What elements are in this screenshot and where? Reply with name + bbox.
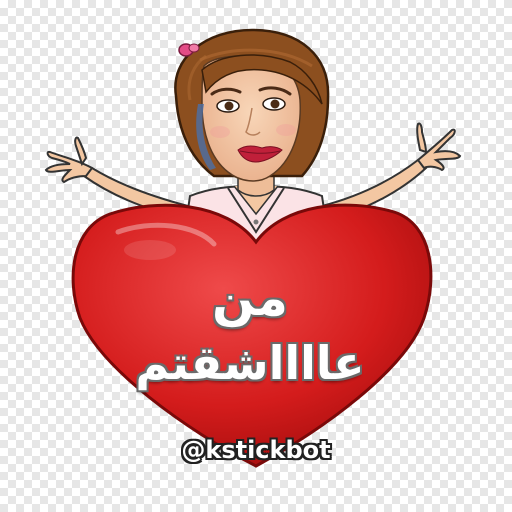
watermark-handle: @kstickbot bbox=[181, 436, 331, 464]
right-thumb bbox=[417, 123, 426, 152]
sticker-text-line-1: من bbox=[212, 269, 288, 327]
left-thumb bbox=[75, 137, 86, 164]
sticker-text-line-2: عااااشقتم bbox=[135, 336, 365, 390]
